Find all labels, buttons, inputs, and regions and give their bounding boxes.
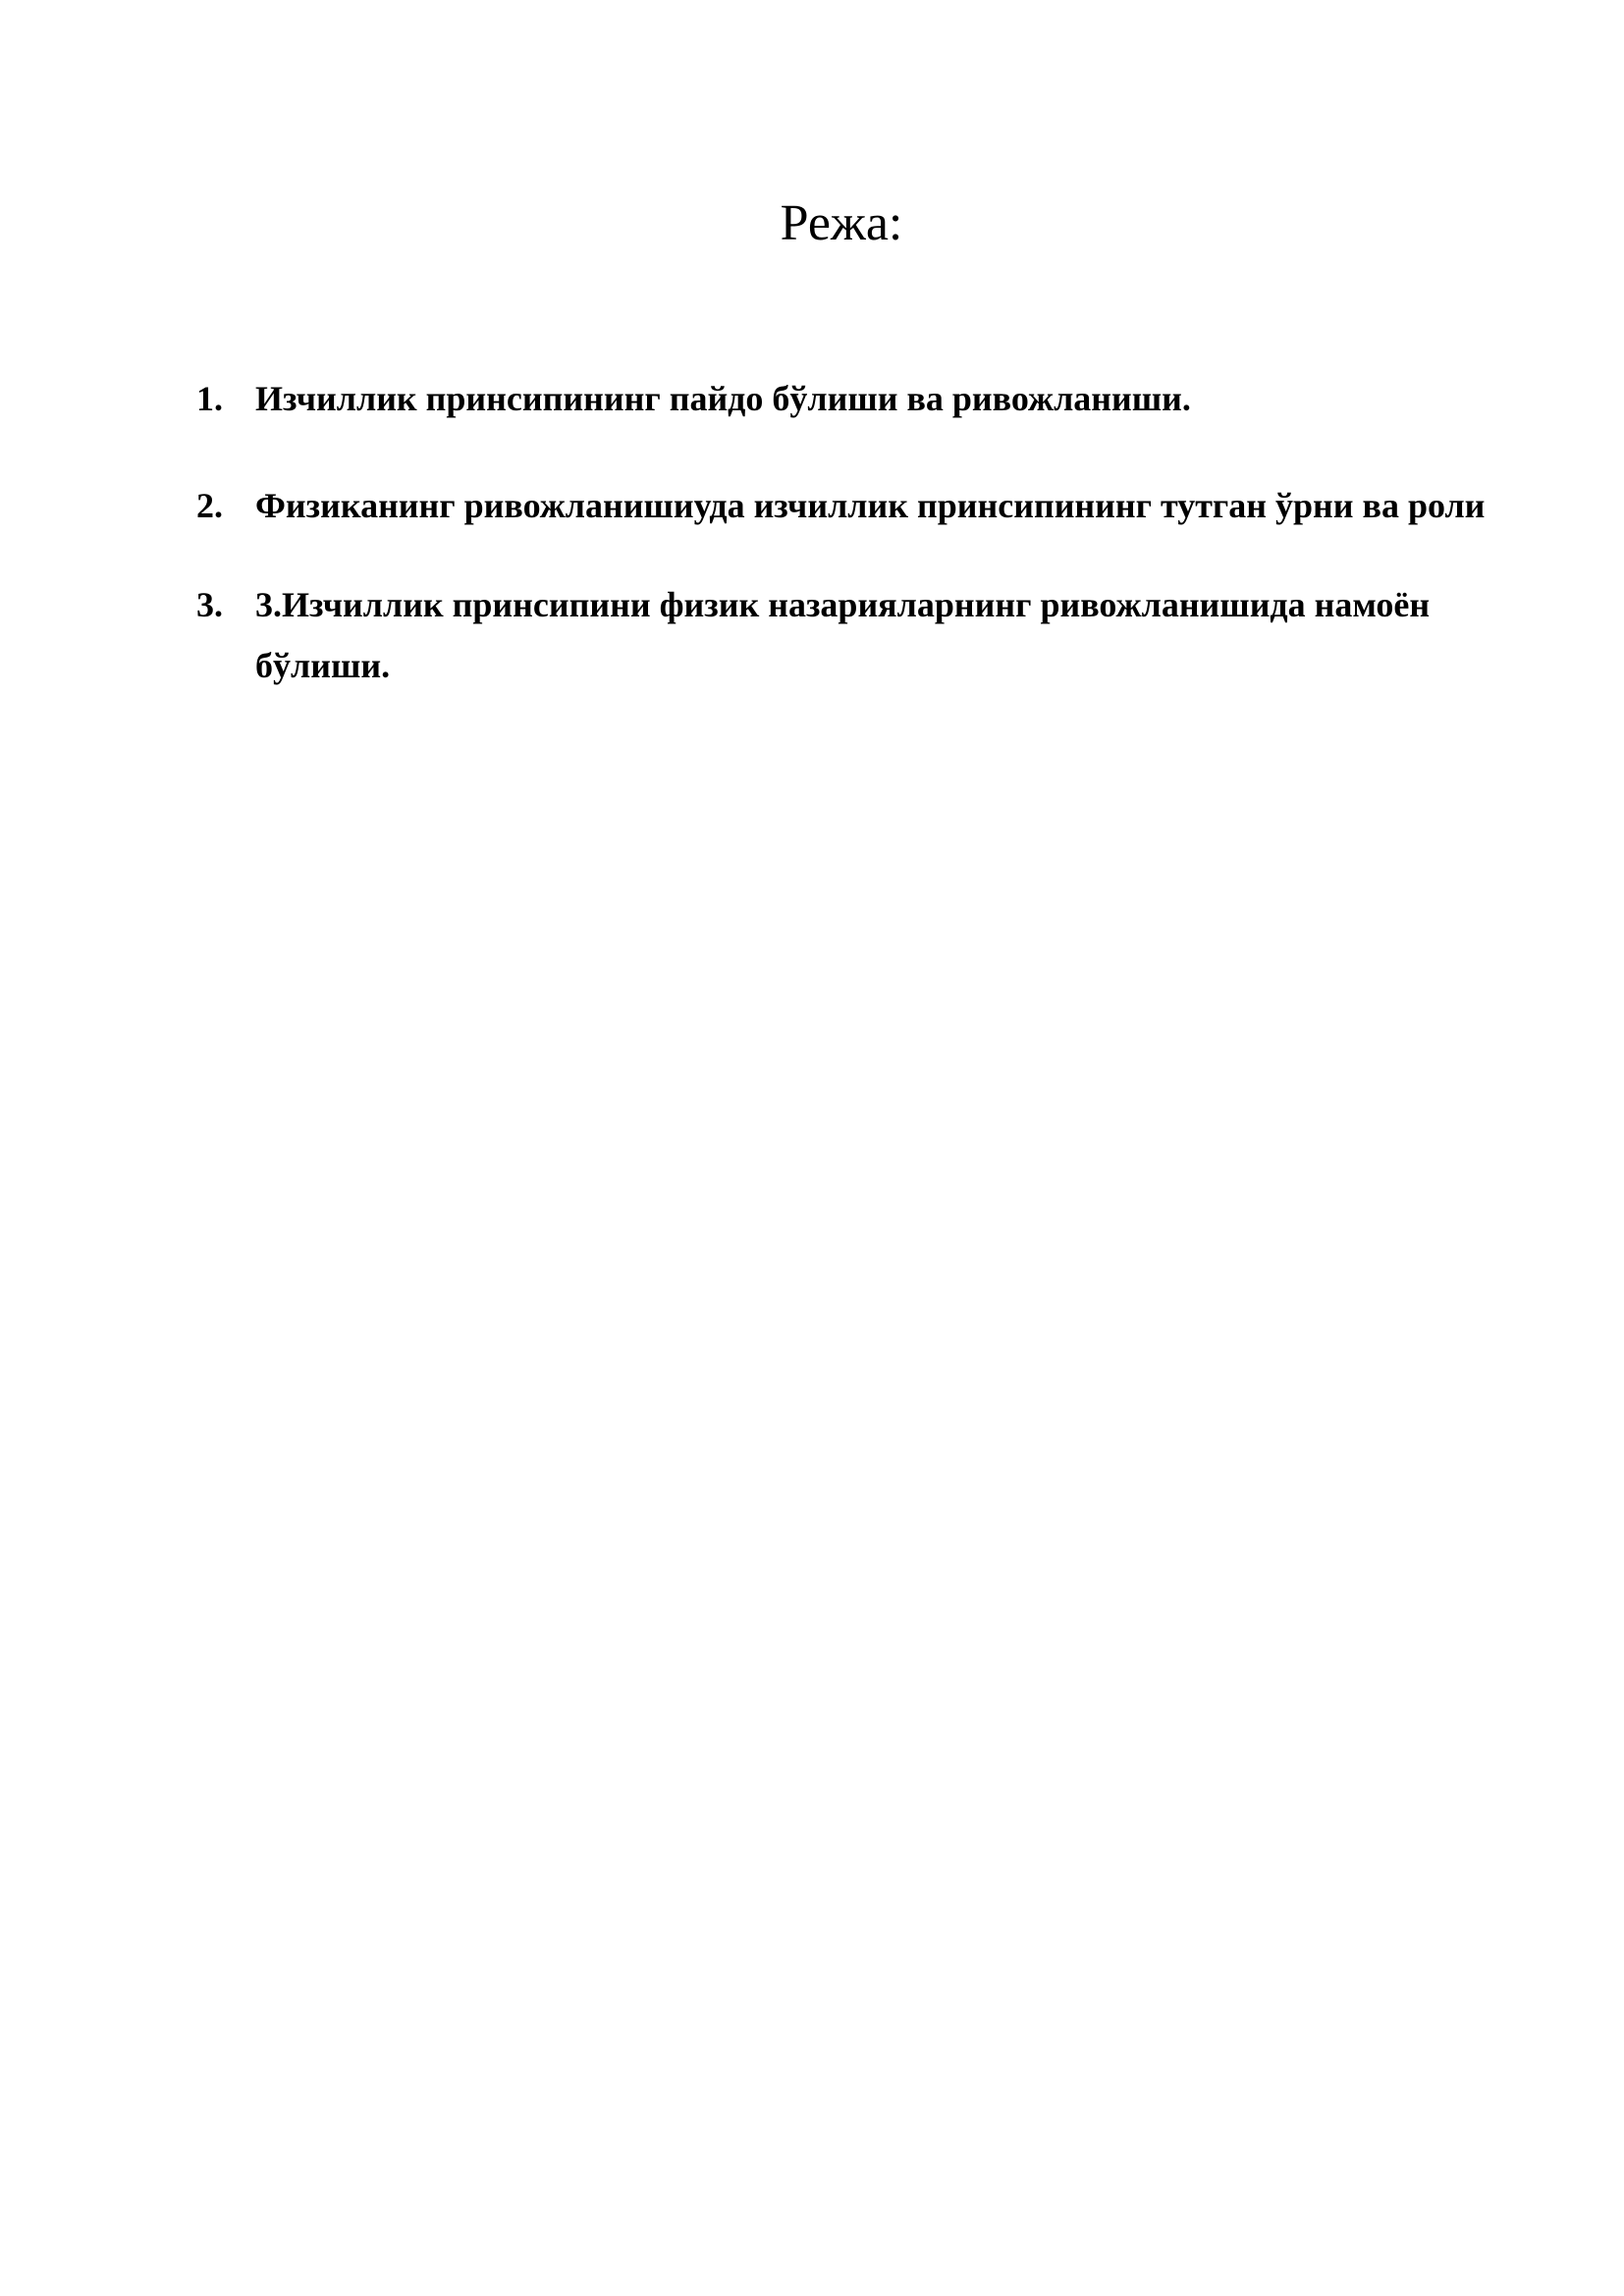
plan-item-2 bbox=[196, 480, 1551, 531]
plan-item-text: Изчиллик принсипининг пайдо бўлиши ва ривожланиши. bbox=[255, 379, 1191, 418]
plan-item-number: 3. bbox=[196, 585, 223, 624]
plan-item-text: 3.Изчиллик принсипини физик назарияларнинг ривожланишида намоён бўлиши. bbox=[255, 585, 1431, 685]
plan-item-number: 1. bbox=[196, 379, 223, 418]
plan-item-text: Физиканинг ривожланишиуда изчиллик принсипининг тутган ўрни ва роли bbox=[255, 486, 1486, 525]
plan-list bbox=[196, 373, 1551, 696]
plan-item-number: 2. bbox=[196, 486, 223, 525]
plan-item-1 bbox=[196, 373, 1551, 424]
plan-item-3 bbox=[196, 574, 1551, 696]
page-title: Режа: bbox=[780, 195, 903, 251]
